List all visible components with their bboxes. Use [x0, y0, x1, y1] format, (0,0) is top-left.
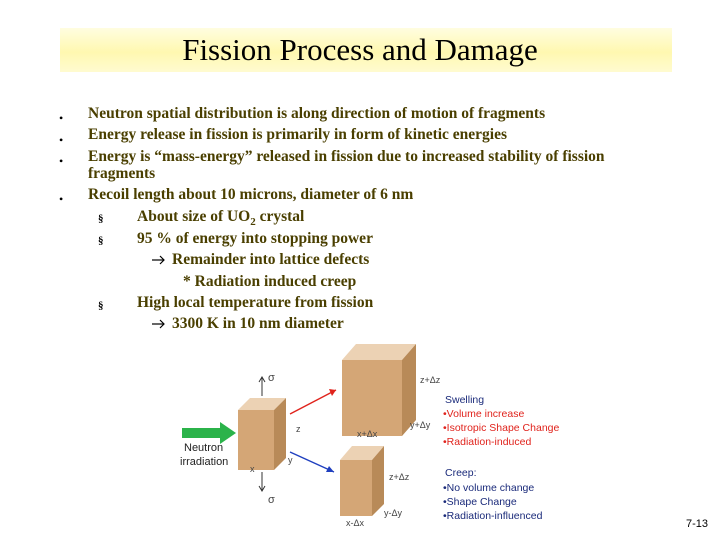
- sigma-top-label: σ: [268, 372, 275, 384]
- bullet-3-line-2: fragments: [88, 165, 156, 182]
- bullet-marker: •: [59, 111, 64, 125]
- bullet-marker: •: [59, 154, 64, 168]
- creep-z-label: z+Δz: [389, 472, 410, 482]
- bullet-marker: •: [59, 133, 64, 147]
- bullet-2: Energy release in fission is primarily in form of kinetic energies: [88, 126, 508, 143]
- sub-bullet-marker: §: [98, 300, 104, 312]
- swelling-item: •Isotropic Shape Change: [443, 422, 560, 434]
- sub-bullet-marker: §: [98, 235, 104, 247]
- sub-bullet-2: 95 % of energy into stopping power: [137, 230, 373, 247]
- swell-z-label: z+Δz: [420, 375, 441, 385]
- original-cube: [238, 398, 286, 470]
- swell-x-label: x+Δx: [357, 429, 378, 439]
- right-arrow-icon: [152, 319, 166, 329]
- sub-bullet-1: About size of $UO_2$ crystal: [137, 208, 305, 229]
- sigma-bottom-label: σ: [268, 494, 275, 506]
- swelling-cube: [342, 344, 416, 436]
- bullet-3-line-1: Energy is “mass-energy” released in fission due to increased stability of fission: [88, 148, 605, 165]
- axis-y-label: y: [288, 455, 293, 465]
- slide-title: Fission Process and Damage: [182, 32, 538, 67]
- swelling-arrow: [290, 390, 336, 414]
- right-arrow-icon: [152, 255, 166, 265]
- irradiation-diagram: [170, 338, 450, 530]
- bullet-1: Neutron spatial distribution is along direction of motion of fragments: [88, 105, 546, 122]
- creep-note: * Radiation induced creep: [183, 273, 357, 290]
- creep-y-label: y-Δy: [384, 508, 403, 518]
- creep-item: •Shape Change: [443, 496, 517, 508]
- axis-x-label: x: [250, 464, 255, 474]
- swell-y-label: y+Δy: [410, 420, 431, 430]
- neutron-arrow-icon: [182, 422, 236, 444]
- creep-cube: [340, 446, 384, 516]
- creep-title: Creep:: [445, 467, 477, 479]
- sub-bullet-3: High local temperature from fission: [137, 294, 374, 311]
- arrow-line-2: 3300 K in 10 nm diameter: [152, 314, 344, 334]
- creep-x-label: x-Δx: [346, 518, 365, 528]
- swelling-title: Swelling: [445, 394, 485, 406]
- creep-item: •No volume change: [443, 482, 535, 494]
- swelling-item: •Volume increase: [443, 408, 525, 420]
- neutron-label-1: Neutron: [184, 442, 224, 454]
- axis-z-label: z: [296, 424, 301, 434]
- creep-arrow: [290, 452, 334, 472]
- neutron-label-2: irradiation: [180, 456, 229, 468]
- sub-bullet-marker: §: [98, 213, 104, 225]
- bullet-marker: •: [59, 192, 64, 206]
- page-number: 7-13: [685, 518, 708, 530]
- swelling-item: •Radiation-induced: [443, 436, 532, 448]
- bullet-4: Recoil length about 10 microns, diameter of 6 nm: [88, 186, 414, 203]
- arrow-line-1: Remainder into lattice defects: [152, 250, 369, 270]
- creep-item: •Radiation-influenced: [443, 510, 543, 522]
